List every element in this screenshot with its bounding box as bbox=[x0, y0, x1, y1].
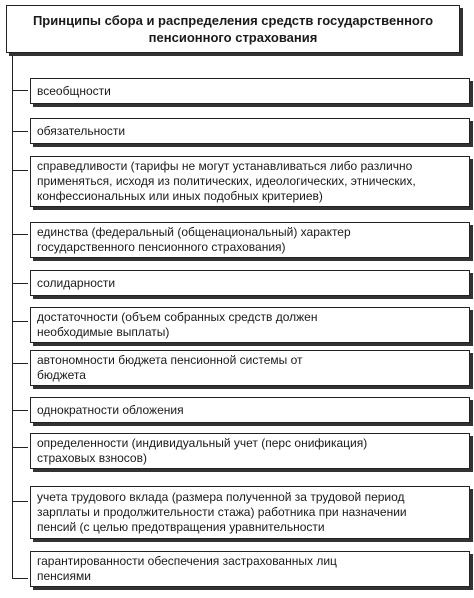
principle-box bbox=[30, 307, 470, 343]
connector-line bbox=[12, 234, 28, 235]
principle-label: достаточности (объем собранных средств должен необходимые выплаты) bbox=[37, 310, 318, 339]
principle-label: единства (федеральный (общенациональный) характер государственного пенсионного страхования) bbox=[37, 225, 351, 254]
connector-line bbox=[12, 90, 28, 91]
principle-box bbox=[30, 433, 470, 469]
principle-box bbox=[30, 78, 470, 104]
principle-label: солидарности bbox=[37, 275, 116, 290]
principle-box bbox=[30, 118, 470, 144]
connector-line bbox=[12, 131, 28, 132]
principle-box bbox=[30, 486, 470, 539]
connector-line bbox=[12, 410, 28, 411]
principle-box bbox=[30, 270, 470, 296]
connector-line bbox=[12, 283, 28, 284]
connector-line bbox=[12, 578, 28, 579]
principle-box bbox=[30, 222, 470, 258]
diagram-title-box bbox=[6, 5, 460, 53]
principle-label: учета трудового вклада (размера полученной за трудовой период зарплаты и продолжительности стажа) работника при назначении пенсий (с целью предотвращения уравнительности bbox=[37, 490, 407, 534]
diagram-title: Принципы сбора и распределения средств государственного пенсионного страхования bbox=[32, 13, 434, 45]
connector-line bbox=[12, 321, 28, 322]
principle-box bbox=[30, 397, 470, 423]
principle-box bbox=[30, 551, 470, 587]
principle-label: определенности (индивидуальный учет (перс онификация) страховых взносов) bbox=[37, 436, 368, 465]
connector-line bbox=[12, 501, 28, 502]
connector-line bbox=[12, 447, 28, 448]
principle-label: автономности бюджета пенсионной системы от бюджета bbox=[37, 353, 303, 382]
connector-spine bbox=[12, 56, 13, 578]
principle-label: справедливости (тарифы не могут устанавливаться либо различно применяться, исходя из политических, идеологических, этнических, конфессиональных или иных подобных критериев) bbox=[37, 159, 416, 203]
principle-label: обязательности bbox=[37, 123, 126, 138]
principle-label: всеобщности bbox=[37, 83, 111, 98]
connector-line bbox=[12, 363, 28, 364]
principle-box bbox=[30, 350, 470, 386]
principle-box bbox=[30, 156, 470, 207]
principle-label: однократности обложения bbox=[37, 402, 184, 417]
connector-line bbox=[12, 170, 28, 171]
principle-label: гарантированности обеспечения застрахованных лиц пенсиями bbox=[37, 554, 337, 583]
